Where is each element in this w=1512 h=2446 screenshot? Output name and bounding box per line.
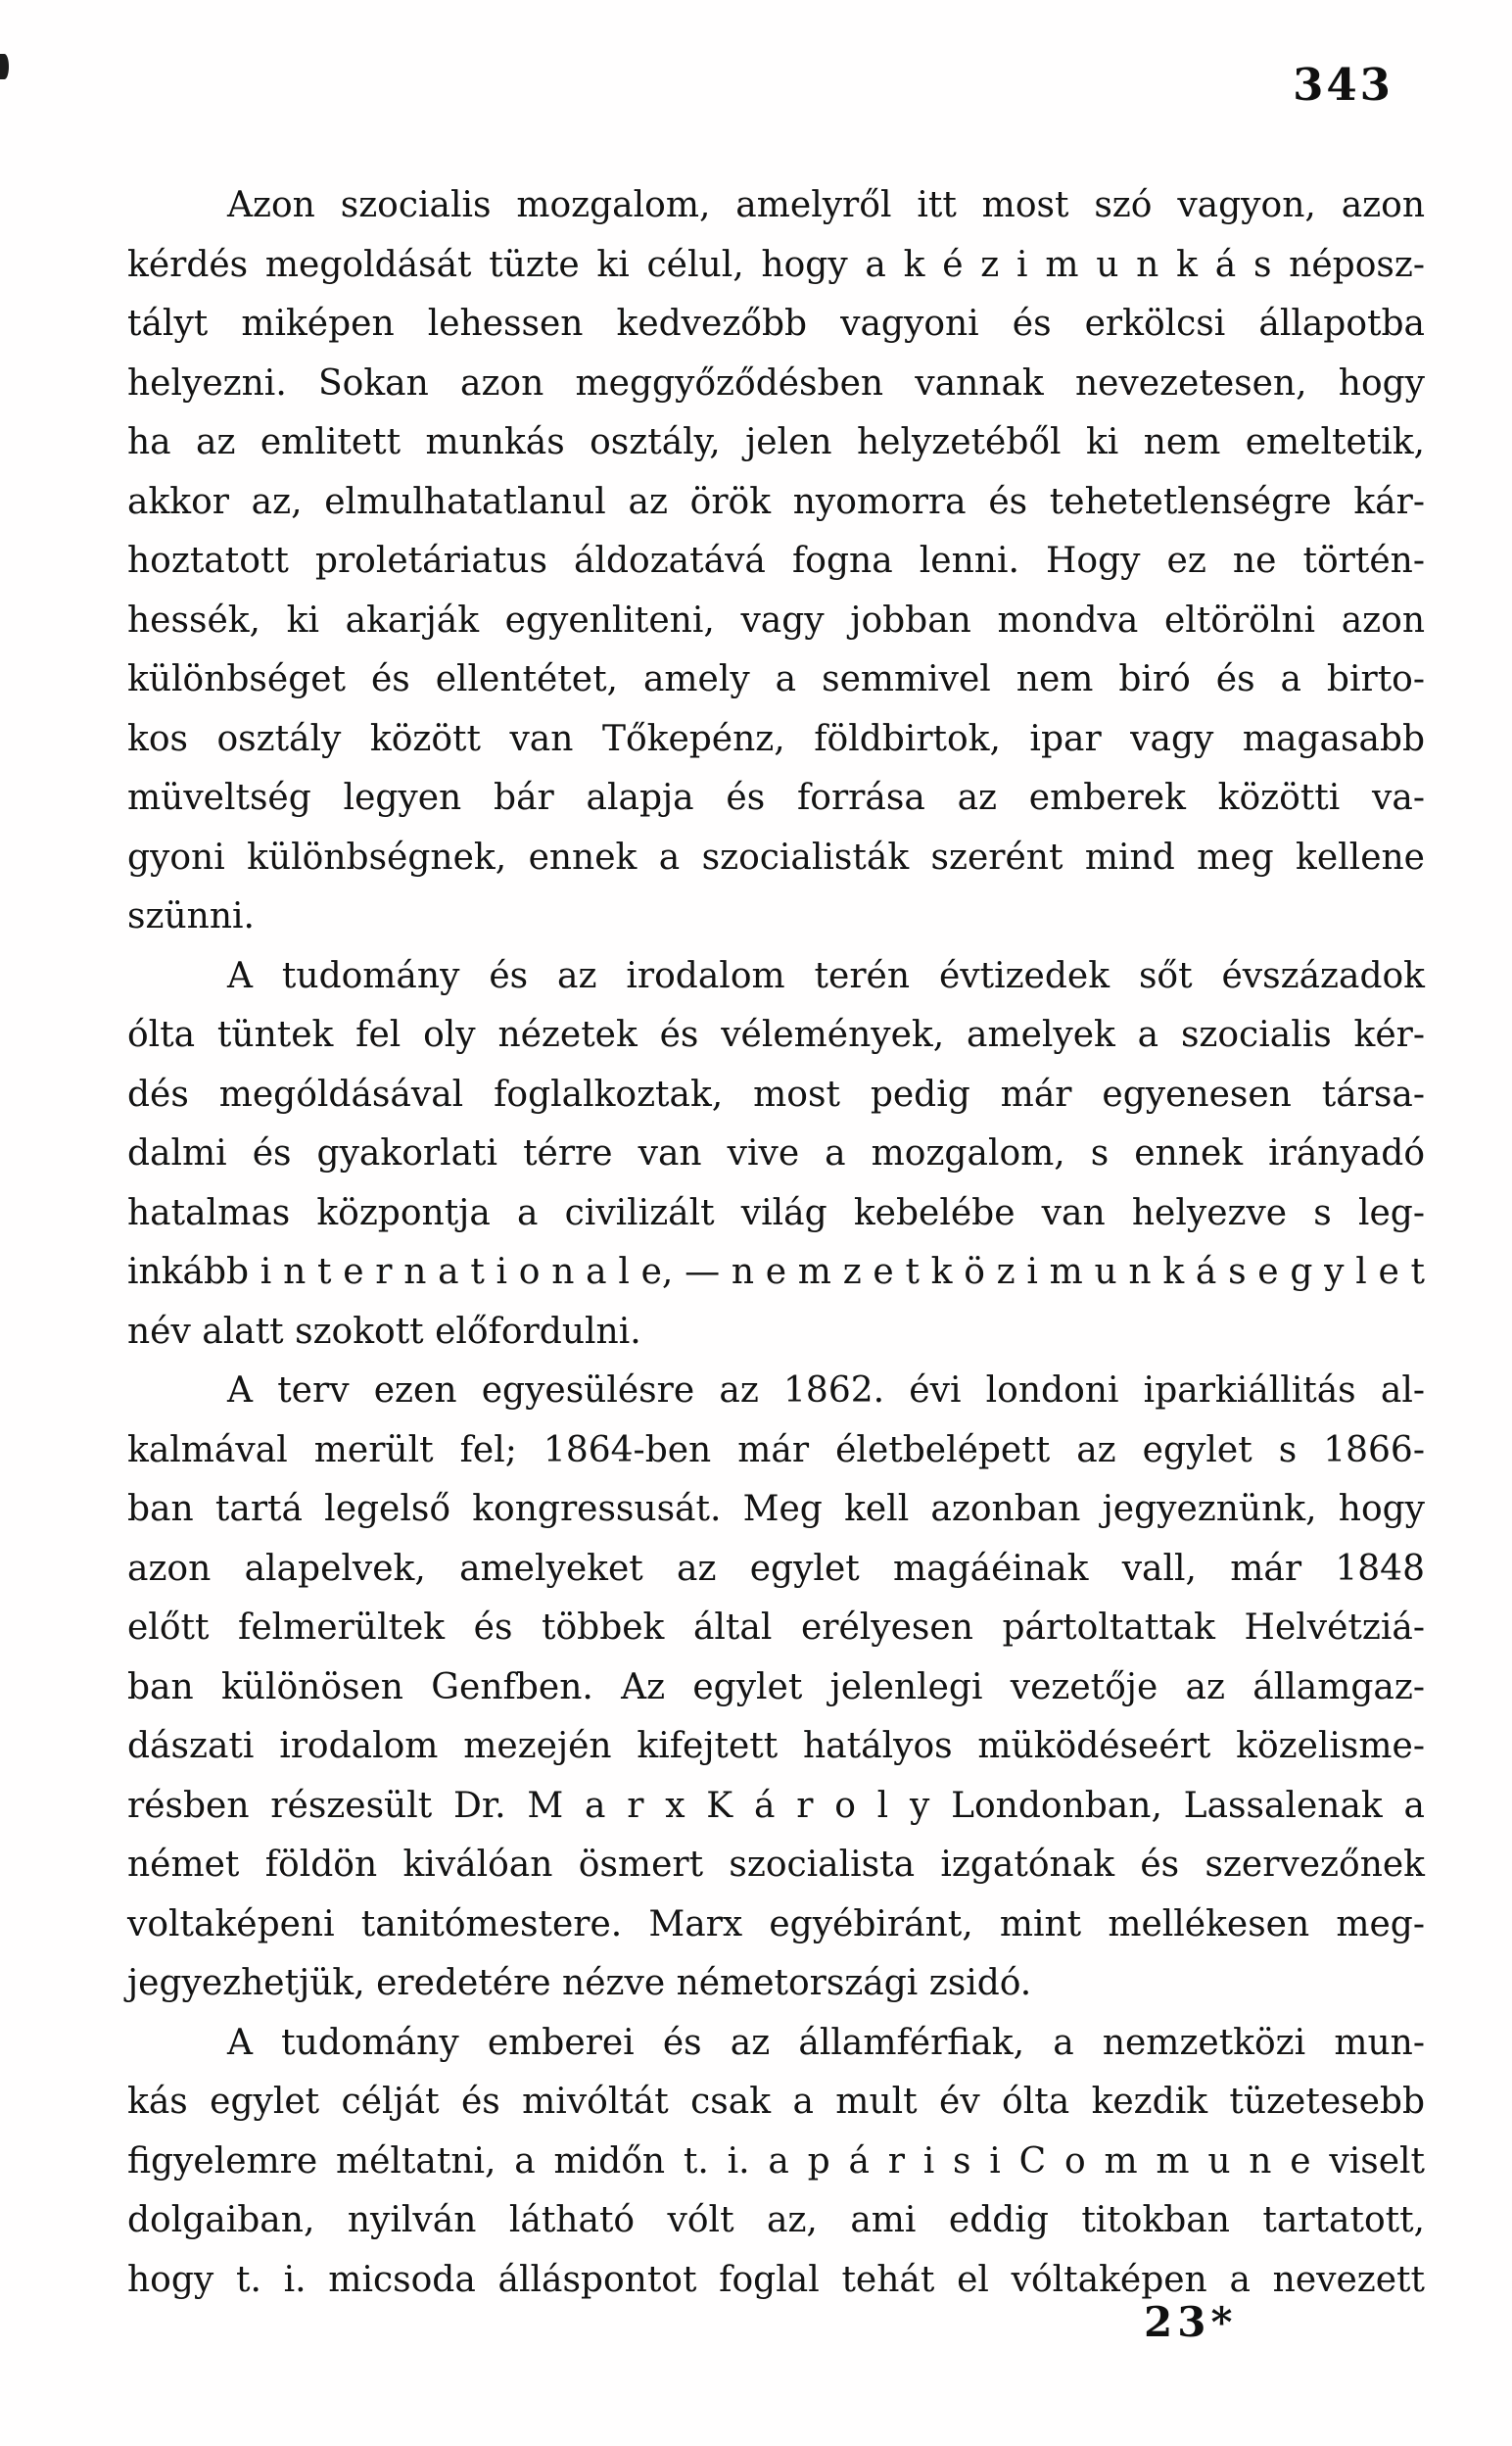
text-line: hatalmas központja a civilizált világ kebelébe van helyezve s leg- [127,1192,1425,1233]
text-line: hessék, ki akarják egyenliteni, vagy jobban mondva eltörölni azon [127,600,1425,641]
text-line: ban tartá legelső kongressusát. Meg kell azonban jegyeznünk, hogy [127,1489,1425,1529]
text-line: kos osztály között van Tőkepénz, földbirtok, ipar vagy magasabb [127,718,1425,759]
text-line: dolgaiban, nyilván látható vólt az, ami eddig titokban tartatott, [127,2200,1425,2240]
text-line: inkább i n t e r n a t i o n a l e, — n e m z e t k ö z i m u n k á s e g y l e t [127,1252,1425,1292]
text-line: A terv ezen egyesülésre az 1862. évi londoni iparkiállitás al- [227,1370,1425,1411]
text-line: hoztatott proletáriatus áldozatává fogna lenni. Hogy ez ne történ- [127,541,1425,581]
text-line: voltaképeni tanitómestere. Marx egyébiránt, mint mellékesen meg- [127,1903,1425,1944]
text-line: ban különösen Genfben. Az egylet jelenlegi vezetője az államgaz- [127,1666,1425,1707]
text-line: Azon szocialis mozgalom, amelyről itt most szó vagyon, azon [227,185,1425,225]
text-line: A tudomány emberei és az államférfiak, a nemzetközi mun- [227,2022,1425,2063]
signature-mark: 23* [1144,2298,1238,2346]
text-line: dalmi és gyakorlati térre van vive a mozgalom, s ennek irányadó [127,1133,1425,1174]
text-line: tályt miképen lehessen kedvezőbb vagyoni és erkölcsi állapotba [127,304,1425,344]
text-line: helyezni. Sokan azon meggyőződésben vannak nevezetesen, hogy [127,362,1425,404]
text-line: figyelemre méltatni, a midőn t. i. a p á r i s i C o m m u n e viselt [127,2140,1425,2182]
text-line: kalmával merült fel; 1864-ben már életbelépett az egylet s 1866- [127,1429,1425,1470]
text-line: kás egylet célját és mivóltát csak a mult év ólta kezdik tüzetesebb [127,2082,1425,2122]
text-line: gyoni különbségnek, ennek a szocialisták szerént mind meg kellene [127,837,1425,878]
text-line: ha az emlitett munkás osztály, jelen helyzetéből ki nem emeltetik, [127,422,1425,462]
scan-artifact-speck [0,54,9,79]
text-line: név alatt szokott előfordulni. [127,1311,641,1352]
text-line: dászati irodalom mezején kifejtett hatályos müködéseért közelisme- [127,1726,1425,1766]
text-line: különbséget és ellentétet, amely a semmivel nem biró és a birto- [127,659,1425,699]
text-line: német földön kiválóan ösmert szocialista izgatónak és szervezőnek [127,1845,1425,1885]
text-line: ólta tüntek fel oly nézetek és vélemények, amelyek a szocialis kér- [127,1015,1425,1055]
text-line: A tudomány és az irodalom terén évtizedek sőt évszázadok [227,955,1425,996]
text-line: szünni. [127,896,255,936]
text-line: akkor az, elmulhatatlanul az örök nyomorra és tehetetlenségre kár- [127,481,1425,522]
text-line: müveltség legyen bár alapja és forrása az emberek közötti va- [127,778,1425,818]
text-line: dés mególdásával foglalkoztak, most pedig már egyenesen társa- [127,1074,1425,1115]
text-line: jegyezhetjük, eredetére nézve németországi zsidó. [127,1963,1032,2003]
text-line: résben részesült Dr. M a r x K á r o l y Londonban, Lassalenak a [127,1785,1425,1826]
text-line: előtt felmerültek és többek által erélyesen pártoltattak Helvétziá- [127,1607,1425,1648]
text-line: azon alapelvek, amelyeket az egylet magáéinak vall, már 1848 [127,1548,1425,1589]
text-line: kérdés megoldását tüzte ki célul, hogy a k é z i m u n k á s néposz- [127,244,1425,285]
body-text-block [127,176,1425,2310]
text-line: hogy t. i. micsoda álláspontot foglal tehát el vóltaképen a nevezett [127,2259,1425,2300]
page-number: 343 [1293,59,1394,111]
